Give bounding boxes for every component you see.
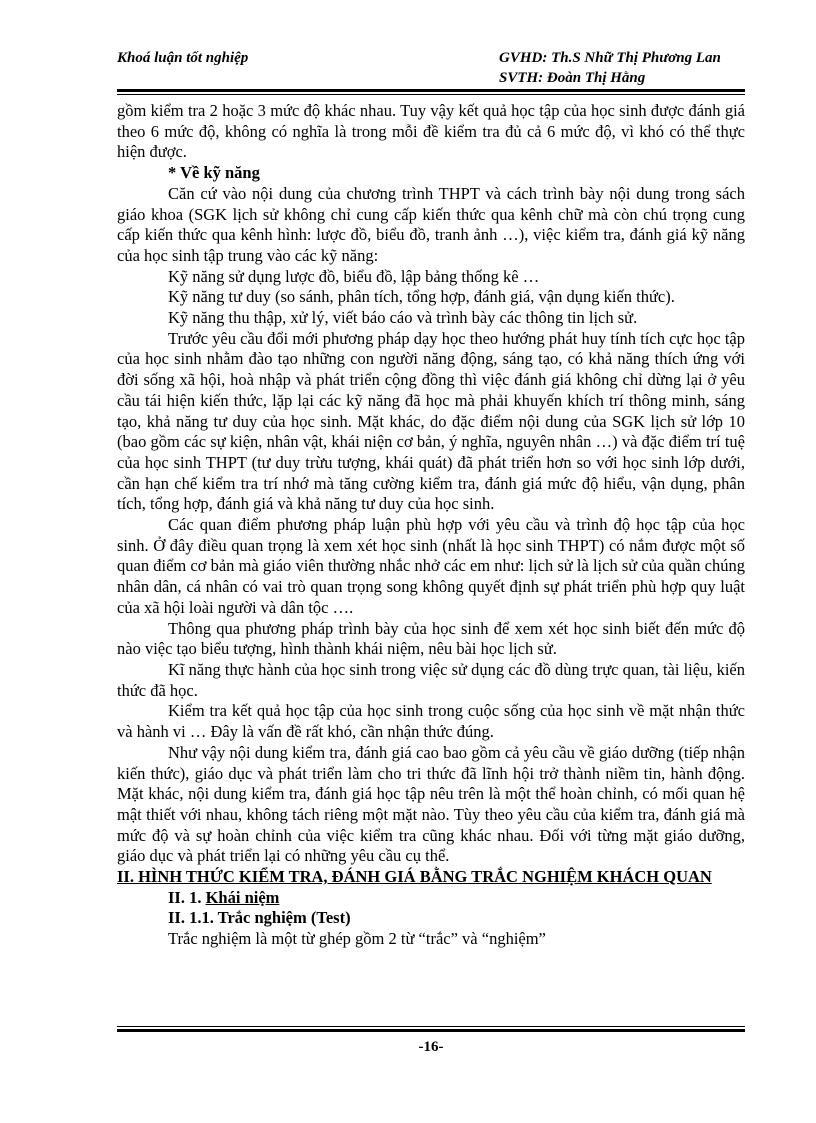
header-thesis-label: Khoá luận tốt nghiệp [117,50,249,66]
subsection-number: II. 1. [168,887,206,907]
header-rule-thin [117,94,745,95]
page-header [117,44,745,90]
paragraph-practice: Kĩ năng thực hành của học sinh trong việc sử dụng các đồ dùng trực quan, tài liệu, kiến thức đã học. [117,659,745,700]
paragraph-innovation: Trước yêu cầu đổi mới phương pháp dạy học theo hướng phát huy tính tích cực học tập của học sinh nhằm đào tạo những con người năng động, sáng tạo, có khả năng thích ứng với đời sống xã hội, hoà nhập và phát triển cộng đồng thì việc đánh giá không chỉ dừng lại ở yêu cầu tái hiện kiến thức, lặp lại các kỹ năng đã học mà phải khuyến khích trí thông minh, sáng tạo, khả năng tư duy của học sinh. Mặt khác, do đặc điểm nội dung của SGK lịch sử lớp 10 (bao gồm các sự kiện, nhân vật, khái niện cơ bản, ý nghĩa, nguyên nhân …) và đặc điểm trí tuệ của học sinh THPT (tư duy trừu tượng, khái quát) đã phát triển hơn so với học sinh lớp dưới, cần hạn chế kiểm tra trí nhớ mà tăng cường kiểm tra, đánh giá mức độ hiểu, vận dụng, phân tích, tổng hợp, đánh giá và khả năng tư duy của học sinh. [117,328,745,514]
footer-rule-thin [117,1026,745,1027]
subsection-heading-2: II. 1.1. Trắc nghiệm (Test) [168,908,351,928]
footer-rule-thick [117,1029,745,1032]
page-number: -16- [418,1039,444,1055]
skill-item-1: Kỹ năng sử dụng lược đồ, biểu đồ, lập bảng thống kê … [168,266,540,286]
skill-heading: * Về kỹ năng [168,163,260,183]
header-student: SVTH: Đoàn Thị Hằng [499,70,646,86]
header-rule-thick [117,89,745,92]
paragraph-methodology: Các quan điểm phương pháp luận phù hợp với yêu cầu và trình độ học tập của học sinh. Ở đây điều quan trọng là xem xét học sinh (nhất là học sinh THPT) có nắm được một số quan điểm cơ bản mà giáo viên thường nhắc nhở các em như: lịch sử là lịch sử của quần chúng nhân dân, cá nhân có vai trò quan trọng song không quyết định sự phát triển phù hợp quy luật của xã hội loài người và dân tộc …. [117,515,745,617]
subsection-title: Khái niệm [205,887,280,907]
subsection-heading-1 [117,888,745,909]
section-heading-text: II. HÌNH THỨC KIỂM TRA, ĐÁNH GIÁ BẰNG TRẮC NGHIỆM KHÁCH QUAN [117,867,712,887]
paragraph-summary: Như vậy nội dung kiểm tra, đánh giá cao bao gồm cả yêu cầu về giáo dưỡng (tiếp nhận kiến thức), giáo dục và phát triển làm cho tri thức đã lĩnh hội trở thành niềm tin, hành động. Mặt khác, nội dung kiểm tra, đánh giá học tập nêu trên là một thể hoàn chỉnh, có mối quan hệ mật thiết với nhau, không tách riêng một mặt nào. Tùy theo yêu cầu của kiểm tra, đánh giá mà mức độ và sự hoàn chỉnh của việc kiểm tra cũng khác nhau. Đối với từng mặt giáo dưỡng, giáo dục và phát triển lại có những yêu cầu cụ thể. [117,742,745,866]
header-supervisor: GVHD: Th.S Nhữ Thị Phương Lan [499,50,721,66]
paragraph-continuation: gồm kiểm tra 2 hoặc 3 mức độ khác nhau. Tuy vậy kết quả học tập của học sinh được đánh giá theo 6 mức độ, không có nghĩa là trong mỗi đề kiểm tra đủ cả 6 mức độ, vì khó có thể thực hiện được. [117,101,745,162]
page-body [117,101,745,950]
paragraph-presentation: Thông qua phương pháp trình bày của học sinh để xem xét học sinh biết đến mức độ nào việc tạo biểu tượng, hình thành khái niệm, nêu bài học lịch sử. [117,618,745,659]
header-author-block [499,48,721,88]
paragraph-skill-intro: Căn cứ vào nội dung của chương trình THPT và cách trình bày nội dung trong sách giáo khoa (SGK lịch sử không chỉ cung cấp kiến thức qua kênh chữ mà còn chú trọng cung cấp kiến thức qua kênh hình: lược đồ, biểu đồ, tranh ảnh …), việc kiểm tra, đánh giá kỹ năng của học sinh tập trung vào các kỹ năng: [117,183,745,265]
skill-item-3: Kỹ năng thu thập, xử lý, viết báo cáo và trình bày các thông tin lịch sử. [168,308,638,328]
paragraph-behavior: Kiểm tra kết quả học tập của học sinh trong cuộc sống của học sinh về mặt nhận thức và hành vi … Đây là vấn đề rất khó, cần nhận thức đúng. [117,701,745,742]
skill-item-2: Kỹ năng tư duy (so sánh, phân tích, tổng hợp, đánh giá, vận dụng kiến thức). [168,287,675,307]
section-heading [117,867,745,888]
paragraph-definition: Trắc nghiệm là một từ ghép gồm 2 từ “trắc” và “nghiệm” [168,929,546,949]
